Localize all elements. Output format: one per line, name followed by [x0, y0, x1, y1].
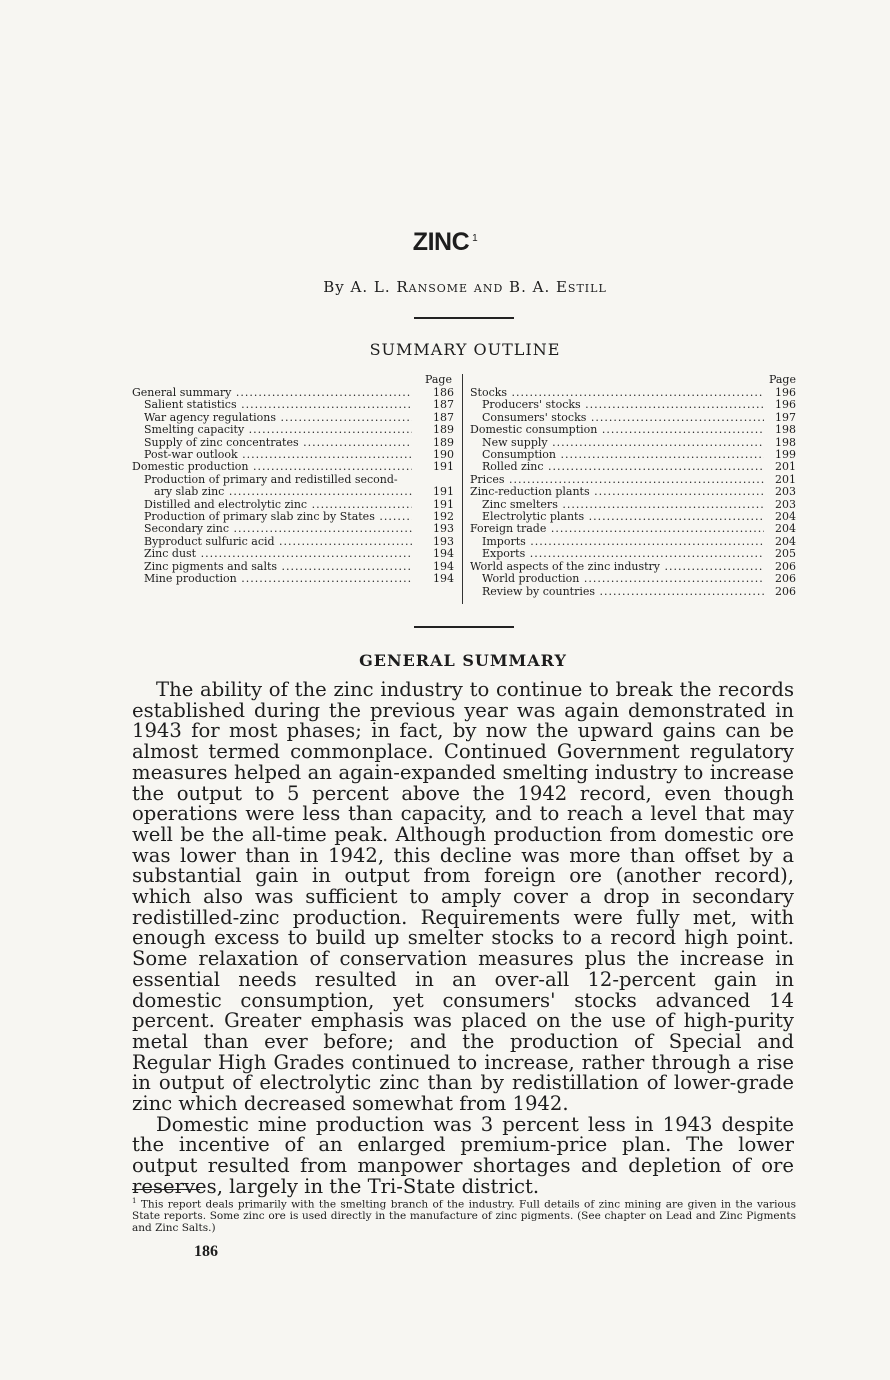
section-heading: GENERAL SUMMARY: [359, 651, 567, 670]
outline-entry-label: General summary .....: [132, 387, 412, 399]
outline-entry-label: Zinc smelters .....: [470, 499, 764, 511]
outline-entry: [470, 424, 796, 436]
outline-entry-page: 194: [433, 572, 454, 586]
outline-entry-page: 203: [775, 485, 796, 499]
outline-entry-page: 201: [775, 472, 796, 486]
outline-entry-label: Zinc dust .....: [132, 548, 412, 560]
outline-entry-label: ary slab zinc .....: [132, 486, 412, 498]
outline-entry-label: Electrolytic plants .....: [470, 511, 764, 523]
outline-left-column: [132, 374, 462, 586]
outline-right-column: [470, 374, 796, 598]
outline-entry-page: 206: [775, 572, 796, 586]
outline-entry-label: World production .....: [470, 573, 764, 585]
outline-entry: [132, 387, 462, 399]
outline-entry-page: 196: [775, 398, 796, 412]
outline-entry: [132, 486, 462, 498]
outline-entry: [470, 461, 796, 473]
paragraph: The ability of the zinc industry to continue to break the records established during the previous year was again demonstrated in 1943 for most phases; in fact, by now the upward gains can be almost termed commonplace. Continued Government regulatory measures helped an again-expanded smelting industry to increase the output to 5 percent above the 1942 record, even though operations were less than capacity, and to reach a level that may well be the all-time peak. Although production from domestic ore was lower than in 1942, this decline was more than offset by a substantial gain in output from foreign ore (another record), which also was sufficient to amply cover a drop in secondary redistilled-zinc production. Requirements were fully met, with enough excess to build up smelter stocks to a record high point. Some relaxation of conservation measures plus the increase in essential needs resulted in an over-all 12-percent gain in domestic consumption, yet consumers' stocks advanced 14 percent. Greater emphasis was placed on the use of high-purity metal than ever before; and the production of Special and Regular High Grades continued to increase, rather through a rise in output of electrolytic zinc than by redistillation of lower-grade zinc which decreased somewhat from 1942.: [132, 678, 794, 1116]
outline-entry: [132, 412, 462, 424]
outline-entry-page: 203: [775, 497, 796, 511]
outline-entry: [132, 523, 462, 535]
outline-entry-page: 206: [775, 559, 796, 573]
byline-conjunction: and: [473, 278, 504, 296]
outline-entry: [470, 474, 796, 486]
outline-entry-label: New supply .....: [470, 437, 764, 449]
outline-entry-label: Supply of zinc concentrates .....: [132, 437, 412, 449]
outline-heading: SUMMARY OUTLINE: [369, 340, 561, 359]
outline-entry-label: Foreign trade .....: [470, 523, 764, 535]
outline-entry-page: 198: [775, 423, 796, 437]
byline: [0, 278, 890, 296]
outline-entry-label: Zinc-reduction plants .....: [470, 486, 764, 498]
outline-entry-label: Mine production .....: [132, 573, 412, 585]
page-column-label: Page: [424, 373, 452, 386]
outline-entry-label: Secondary zinc .....: [132, 523, 412, 535]
outline-entry-label: World aspects of the zinc industry .....: [470, 561, 764, 573]
outline-entry: [132, 399, 462, 411]
outline-entry-label: Production of primary and redistilled second-: [144, 473, 398, 486]
footnote-mark: 1: [132, 1197, 137, 1205]
outline-entry-label: Exports .....: [470, 548, 764, 560]
outline-entry-label: Consumption .....: [470, 449, 764, 461]
outline-entry: [470, 573, 796, 585]
outline-entry-page: 193: [433, 534, 454, 548]
outline-entry: [132, 437, 462, 449]
author-2: B. A. Estill: [509, 278, 607, 296]
outline-entry: [132, 548, 462, 560]
outline-entry-label: Domestic consumption .....: [470, 424, 764, 436]
outline-entry-page: 191: [433, 485, 454, 499]
outline-entry: [132, 499, 462, 511]
outline-column-divider: [462, 374, 463, 604]
outline-entry: [470, 399, 796, 411]
outline-entry-page: 191: [433, 497, 454, 511]
outline-entry-page: 198: [775, 435, 796, 449]
outline-entry-label: Domestic production .....: [132, 461, 412, 473]
page-title: ZINC $^1$: [412, 228, 478, 256]
outline-entry-page: 204: [775, 534, 796, 548]
outline-entry: [470, 586, 796, 598]
outline-entry-label: Distilled and electrolytic zinc .....: [132, 499, 412, 511]
outline-entry-page: 206: [775, 584, 796, 598]
outline-entry: [470, 449, 796, 461]
outline-entry-page: 189: [433, 423, 454, 437]
outline-entry: [132, 424, 462, 436]
outline-entry-label: Prices .....: [470, 474, 764, 486]
outline-entry-label: Zinc pigments and salts .....: [132, 561, 412, 573]
divider-rule: [414, 317, 514, 319]
outline-entry: [470, 548, 796, 560]
footnote-rule: [132, 1189, 200, 1190]
outline-entry-label: Production of primary slab zinc by States .....: [132, 511, 412, 523]
outline-entry: [470, 523, 796, 535]
outline-entry-label: Imports .....: [470, 536, 764, 548]
outline-entry: [132, 573, 462, 585]
outline-entry: [470, 387, 796, 399]
outline-entry: [470, 486, 796, 498]
body-text: [132, 680, 794, 1198]
title-footnote-mark: 1: [472, 232, 478, 244]
outline-entry: [132, 561, 462, 573]
outline-entry-label: Review by countries .....: [470, 586, 764, 598]
outline-entry-page: 194: [433, 559, 454, 573]
outline-entry: [470, 536, 796, 548]
author-1: A. L. Ransome: [350, 278, 469, 296]
outline-entry-label: Smelting capacity .....: [132, 424, 412, 436]
outline-entry-page: 187: [433, 410, 454, 424]
outline-entry-page: 187: [433, 398, 454, 412]
outline-entry-page: 201: [775, 460, 796, 474]
page-column-label: Page: [768, 373, 796, 386]
outline-entry: [470, 511, 796, 523]
paragraph: Domestic mine production was 3 percent less in 1943 despite the incentive of an enlarged premium-price plan. The lower output resulted from manpower shortages and depletion of ore reserves, largely in the Tri-State district.: [132, 1112, 794, 1198]
footnote: [132, 1196, 796, 1234]
outline-entry-label: Salient statistics .....: [132, 399, 412, 411]
outline-entry-page: 199: [775, 448, 796, 462]
outline-entry-label: Producers' stocks .....: [470, 399, 764, 411]
outline-entry-page: 197: [775, 410, 796, 424]
outline-entry: [132, 461, 462, 473]
outline-entry-page: 189: [433, 435, 454, 449]
outline-entry-label: Stocks .....: [470, 387, 764, 399]
outline-entry-label: Post-war outlook .....: [132, 449, 412, 461]
outline-entry: [470, 499, 796, 511]
outline-entry: [470, 412, 796, 424]
outline-entry: [470, 561, 796, 573]
outline-entry: [132, 474, 462, 486]
outline-entry-label: Consumers' stocks .....: [470, 412, 764, 424]
outline-entry-page: 186: [433, 386, 454, 399]
outline-entry-page: 204: [775, 522, 796, 536]
outline-entry: [132, 536, 462, 548]
outline-entry-page: 196: [775, 386, 796, 399]
outline-entry-page: 205: [775, 547, 796, 561]
outline-entry-page: 204: [775, 510, 796, 524]
outline-entry-label: Byproduct sulfuric acid .....: [132, 536, 412, 548]
outline-entry-page: 194: [433, 547, 454, 561]
footnote-text: This report deals primarily with the smelting branch of the industry. Full details of zinc mining are given in the various State reports. Some zinc ore is used directly in the manufacture of zinc pigments. (See chapter on Lead and Zinc Pigments and Zinc Salts.): [132, 1198, 796, 1234]
page-number: 186: [194, 1243, 218, 1260]
outline-entry: [470, 437, 796, 449]
divider-rule: [414, 626, 514, 628]
outline-entry: [132, 511, 462, 523]
outline-entry-page: 191: [433, 460, 454, 474]
outline-entry-label: War agency regulations .....: [132, 412, 412, 424]
byline-prefix: By: [323, 278, 345, 296]
outline-entry-page: 190: [433, 448, 454, 462]
outline-entry: [132, 449, 462, 461]
outline-entry-label: Rolled zinc .....: [470, 461, 764, 473]
outline-entry-page: 193: [433, 522, 454, 536]
outline-entry-page: 192: [433, 510, 454, 524]
